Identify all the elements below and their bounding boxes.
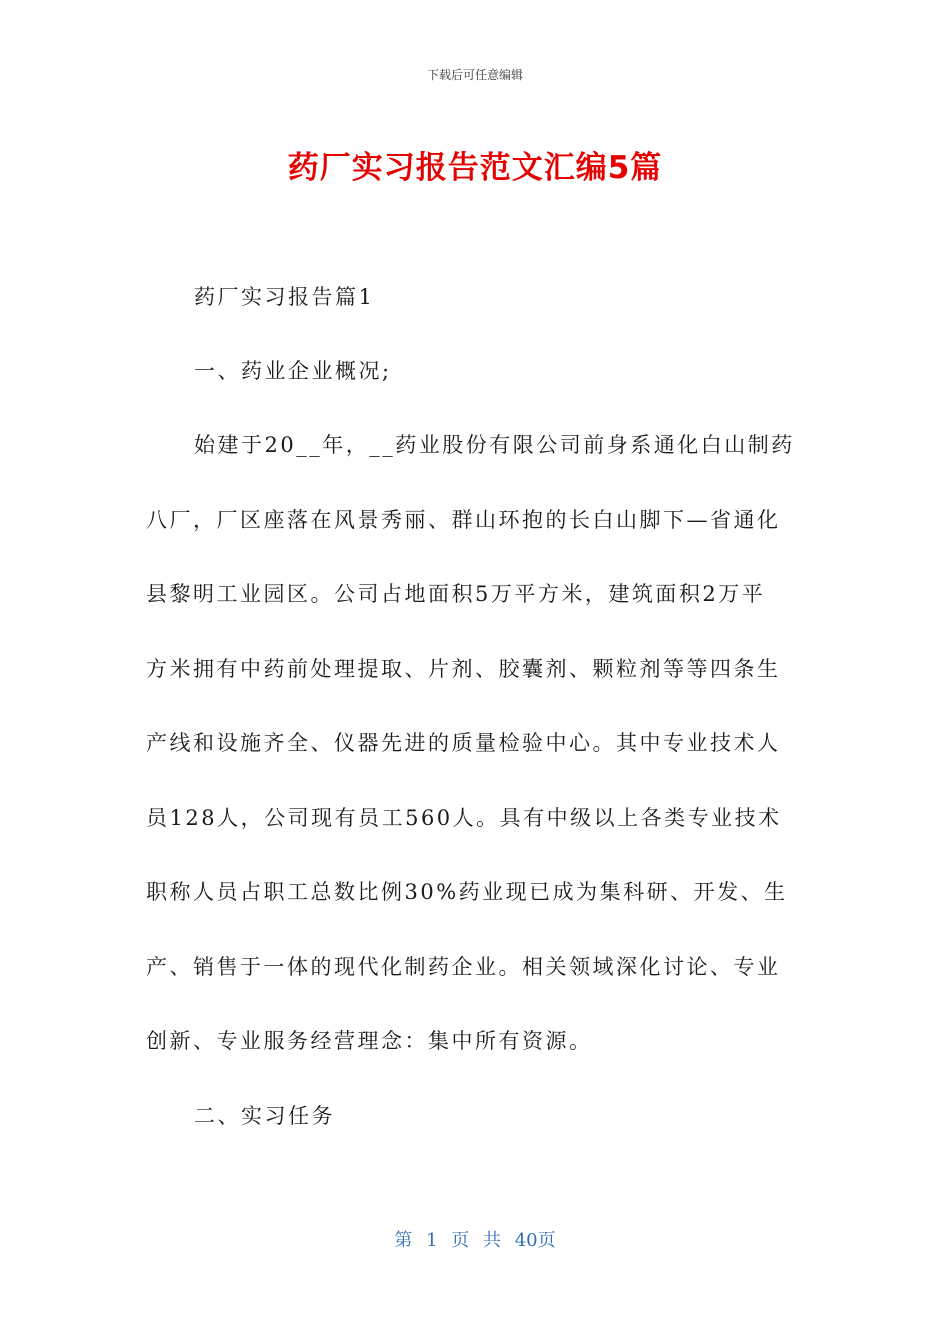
paragraph-line: 员128人，公司现有员工560人。具有中级以上各类专业技术	[146, 806, 782, 830]
paragraph-line: 产、销售于一体的现代化制药企业。相关领域深化讨论、专业	[146, 955, 781, 979]
paragraph-line: 职称人员占职工总数比例30%药业现已成为集科研、开发、生	[146, 880, 788, 904]
paragraph-line: 县黎明工业园区。公司占地面积5万平方米，建筑面积2万平	[146, 582, 766, 606]
header-note: 下载后可任意编辑	[426, 68, 523, 82]
page-indicator: 第 1 页 共 40页	[394, 1230, 556, 1251]
paragraph-line: 创新、专业服务经营理念：集中所有资源。	[146, 1029, 593, 1053]
section-heading: 药厂实习报告篇1	[194, 285, 375, 309]
paragraph-line: 方米拥有中药前处理提取、片剂、胶囊剂、颗粒剂等等四条生	[146, 657, 781, 681]
subsection-heading: 二、实习任务	[194, 1104, 335, 1128]
paragraph-line: 八厂，厂区座落在风景秀丽、群山环抱的长白山脚下—省通化	[146, 508, 781, 532]
subsection-heading: 一、药业企业概况;	[194, 359, 392, 383]
paragraph-line: 产线和设施齐全、仪器先进的质量检验中心。其中专业技术人	[146, 731, 781, 755]
paragraph-line: 始建于20__年，__药业股份有限公司前身系通化白山制药	[194, 433, 795, 457]
document-title: 药厂实习报告范文汇编5篇	[287, 150, 663, 186]
